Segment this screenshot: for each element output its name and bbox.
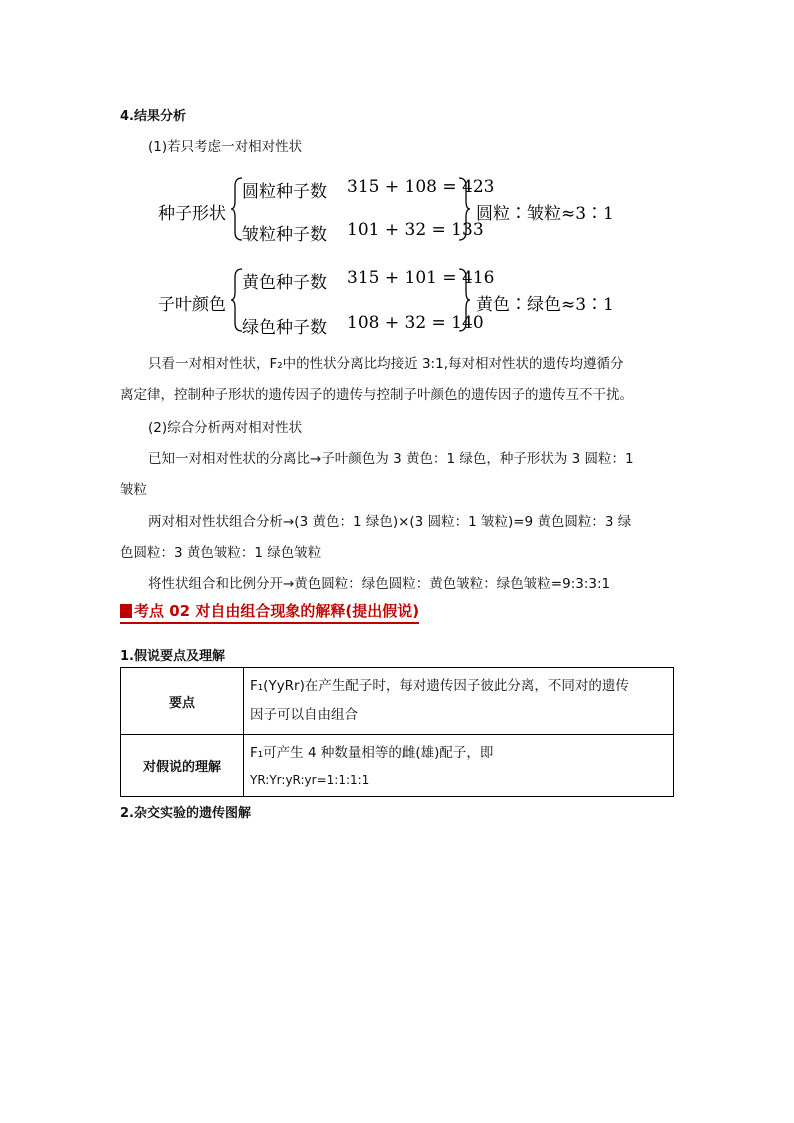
paragraph-combination-line1: 两对相对性状组合分析→(3 黄色：1 绿色)×(3 圆粒：1 皱粒)=9 黄色圆粒：3 绿 [148, 514, 632, 530]
red-square-icon [120, 604, 132, 618]
heading-cross-diagram: 2.杂交实验的遗传图解 [120, 806, 251, 821]
green-seed-count-expr: 108 + 32 = 140 [347, 313, 484, 333]
round-seed-count-label: 圆粒种子数 [242, 182, 327, 202]
wrinkled-seed-count-label: 皱粒种子数 [242, 225, 327, 245]
cotyledon-color-ratio: 黄色∶绿色≈3∶1 [476, 295, 614, 315]
section-prefix: 考点 02 [134, 602, 191, 620]
right-brace-icon [457, 267, 471, 333]
right-brace-icon [457, 176, 471, 242]
subheading-two-pairs: (2)综合分析两对相对性状 [148, 420, 303, 436]
wrinkled-seed-count-expr: 101 + 32 = 133 [347, 220, 484, 240]
yellow-seed-count-expr: 315 + 101 = 416 [347, 268, 495, 288]
table-cell-key-points-label: 要点 [121, 668, 244, 735]
subheading-one-pair: (1)若只考虑一对相对性状 [148, 139, 303, 155]
hypothesis-table [120, 667, 674, 797]
table-row [121, 668, 674, 735]
key-points-line2: 因子可以自由组合 [250, 707, 358, 723]
key-points-line1: F₁(YyRr)在产生配子时，每对遗传因子彼此分离，不同对的遗传 [250, 678, 629, 694]
understanding-line1: F₁可产生 4 种数量相等的雌(雄)配子，即 [250, 745, 494, 761]
green-seed-count-label: 绿色种子数 [242, 318, 327, 338]
cotyledon-color-label: 子叶颜色 [158, 295, 226, 315]
understanding-line2: YR:Yr:yR:yr=1:1:1:1 [250, 773, 370, 787]
round-seed-count-expr: 315 + 108 = 423 [347, 177, 495, 197]
seed-shape-label: 种子形状 [158, 204, 226, 224]
heading-hypothesis-points: 1.假说要点及理解 [120, 649, 225, 664]
table-cell-key-points [244, 668, 674, 735]
paragraph-known-ratio-line2: 皱粒 [120, 482, 147, 498]
yellow-seed-count-label: 黄色种子数 [242, 273, 327, 293]
section-heading-results: 4.结果分析 [120, 109, 186, 124]
paragraph-known-ratio-line1: 已知一对相对性状的分离比→子叶颜色为 3 黄色：1 绿色，种子形状为 3 圆粒：1 [148, 451, 634, 467]
table-cell-understanding-label: 对假说的理解 [121, 735, 244, 797]
table-row [121, 735, 674, 797]
seed-shape-ratio: 圆粒∶皱粒≈3∶1 [476, 204, 614, 224]
section-title-text: 对自由组合现象的解释(提出假说) [195, 602, 420, 620]
section-title-kaodian-02 [120, 600, 419, 624]
paragraph-combination-line2: 色圆粒：3 黄色皱粒：1 绿色皱粒 [120, 545, 322, 561]
paragraph-separate-ratio: 将性状组合和比例分开→黄色圆粒：绿色圆粒：黄色皱粒：绿色皱粒=9:3:3:1 [148, 576, 611, 592]
table-cell-understanding [244, 735, 674, 797]
paragraph-one-pair-line2: 离定律，控制种子形状的遗传因子的遗传与控制子叶颜色的遗传因子的遗传互不干扰。 [120, 387, 633, 403]
paragraph-one-pair-line1: 只看一对相对性状，F₂中的性状分离比均接近 3:1,每对相对性状的遗传均遵循分 [148, 356, 624, 372]
